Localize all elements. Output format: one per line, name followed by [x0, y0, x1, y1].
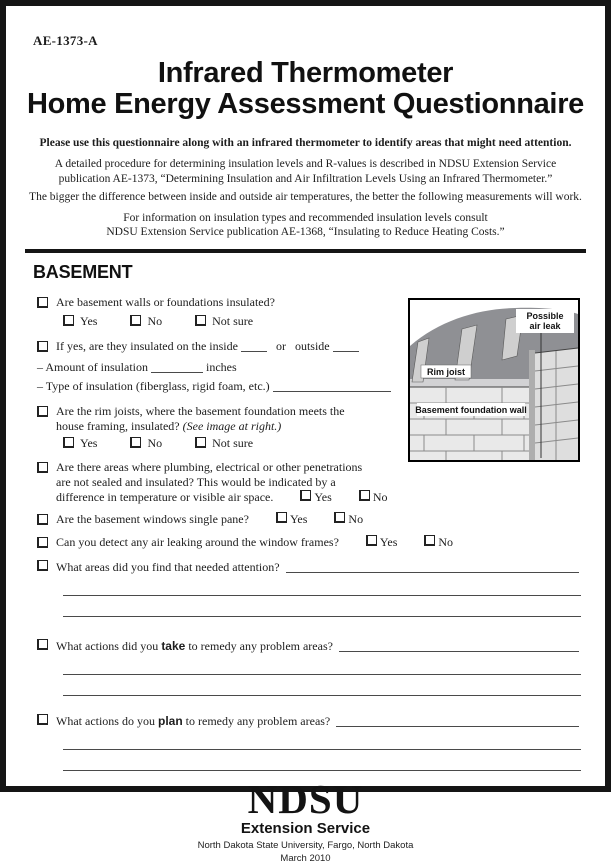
checkbox-icon[interactable] [130, 437, 141, 448]
write-in-line[interactable] [63, 575, 581, 596]
option-no-label: No [438, 534, 454, 549]
question-text [56, 637, 581, 654]
intro-paragraph-1 [6, 157, 605, 186]
option-yes-label: Yes [379, 534, 398, 549]
actions-planned-bold: plan [157, 713, 183, 728]
option-no [334, 512, 363, 526]
areas-text: What areas did you find that needed attention? [56, 559, 280, 574]
intro-p3-line2: NDSU Extension Service publication AE-1368, “Insulating to Reduce Heating Costs.” [106, 226, 505, 239]
penetrations-line-3 [56, 490, 581, 505]
type-label: – Type of insulation (fiberglass, rigid foam, etc.) [37, 378, 270, 393]
write-in-line[interactable] [63, 596, 581, 617]
write-in-line[interactable] [63, 750, 581, 771]
actions-taken-text [56, 639, 333, 654]
question-text [56, 512, 581, 529]
option-yes [63, 436, 97, 450]
inside-label: If yes, are they insulated on the inside [56, 338, 238, 353]
penetrations-line-2: are not sealed and insulated? This would be indicated by a [56, 474, 336, 489]
question-actions-planned [37, 712, 581, 729]
actions-planned-text [56, 714, 330, 729]
checkbox-icon[interactable] [37, 560, 48, 571]
checkbox-icon[interactable] [37, 639, 48, 650]
option-no [130, 314, 162, 328]
checkbox-icon[interactable] [37, 406, 48, 417]
question-penetrations [37, 460, 581, 505]
document-id: AE-1373-A [33, 33, 98, 48]
option-yes-label: Yes [80, 313, 98, 328]
penetrations-line-1: Are there areas where plumbing, electrical or other penetrations [56, 459, 363, 474]
question-text [56, 558, 581, 575]
foundation-wall-label: Basement foundation wall [415, 405, 527, 415]
option-yes-label: Yes [80, 435, 98, 450]
actions-planned-pre: What actions do you [56, 713, 155, 728]
option-yes [300, 490, 331, 504]
checkbox-icon[interactable] [424, 535, 435, 546]
question-text [56, 712, 581, 729]
intro-p1-line1: A detailed procedure for determining insulation levels and R-values is described in NDSU Extension Service [54, 158, 557, 171]
option-no-label: No [147, 435, 163, 450]
checkbox-icon[interactable] [359, 490, 370, 501]
page-title [6, 58, 605, 119]
checkbox-icon[interactable] [37, 297, 48, 308]
rim-line-2-text: house framing, insulated? [56, 418, 180, 433]
option-yes [63, 314, 97, 328]
checkbox-icon[interactable] [63, 315, 74, 326]
option-no [424, 535, 453, 549]
title-line-1: Infrared Thermometer [157, 57, 454, 89]
write-in-line[interactable] [63, 729, 581, 750]
write-in-blank-inside[interactable] [241, 340, 267, 352]
checkbox-icon[interactable] [37, 462, 48, 473]
question-text [56, 535, 581, 552]
write-in-line[interactable] [339, 651, 579, 652]
option-not-sure-label: Not sure [212, 435, 254, 450]
or-word: or [275, 338, 286, 353]
question-single-pane [37, 512, 581, 529]
section-heading-basement: BASEMENT [33, 261, 133, 282]
checkbox-icon[interactable] [366, 535, 377, 546]
option-no-label: No [147, 313, 163, 328]
checkbox-icon[interactable] [300, 490, 311, 501]
option-not-sure [195, 436, 253, 450]
see-image-note: (See image at right.) [182, 418, 282, 433]
footer [6, 775, 605, 864]
ndsu-logo: NDSU [247, 775, 364, 822]
publication-date: March 2010 [280, 853, 331, 864]
university-line: North Dakota State University, Fargo, North Dakota [197, 839, 414, 851]
amount-label: – Amount of insulation [37, 359, 148, 374]
air-leak-text: Can you detect any air leaking around the window frames? [56, 534, 339, 549]
option-yes [366, 535, 397, 549]
rim-line-1: Are the rim joists, where the basement foundation meets the [56, 403, 345, 418]
checkbox-icon[interactable] [195, 437, 206, 448]
question-areas-attention [37, 558, 581, 575]
write-in-line[interactable] [63, 654, 581, 675]
write-in-line[interactable] [63, 675, 581, 696]
write-in-line[interactable] [286, 572, 579, 573]
intro-p1-line2: publication AE-1373, “Determining Insulation and Air Infiltration Levels Using an Infrared Thermometer.” [58, 172, 553, 185]
option-no-label: No [348, 511, 364, 526]
write-in-blank-outside[interactable] [333, 340, 359, 352]
checkbox-icon[interactable] [37, 514, 48, 525]
rim-joist-illustration [410, 300, 578, 460]
amount-unit: inches [206, 359, 237, 374]
outside-label: outside [294, 338, 330, 353]
rim-joist-label: Rim joist [426, 367, 466, 377]
actions-taken-post: to remedy any problem areas? [188, 638, 333, 653]
intro-paragraph-2: The bigger the difference between inside and outside air temperatures, the better the following measurements will work. [29, 191, 582, 204]
option-no [359, 490, 388, 504]
single-pane-text: Are the basement windows single pane? [56, 511, 249, 526]
extension-service-label: Extension Service [240, 819, 371, 837]
question-text [56, 460, 581, 505]
checkbox-icon[interactable] [37, 714, 48, 725]
write-in-blank-amount[interactable] [151, 361, 203, 373]
write-in-blank-type[interactable] [273, 380, 391, 392]
title-line-2: Home Energy Assessment Questionnaire [26, 87, 585, 120]
penetrations-line-3-text: difference in temperature or visible air space. [56, 489, 274, 504]
checkbox-icon[interactable] [130, 315, 141, 326]
checkbox-icon[interactable] [276, 512, 287, 523]
rim-joist-diagram [408, 298, 580, 462]
option-no [130, 436, 162, 450]
checkbox-icon[interactable] [334, 512, 345, 523]
lead-instruction: Please use this questionnaire along with an infrared thermometer to identify areas that might need attention. [39, 137, 572, 150]
actions-taken-pre: What actions did you [56, 638, 159, 653]
option-yes-label: Yes [314, 489, 332, 504]
air-leak-label-line2: air leak [529, 321, 561, 331]
option-yes [276, 512, 307, 526]
question-window-air-leak [37, 535, 581, 552]
option-not-sure [195, 314, 253, 328]
option-yes-label: Yes [289, 511, 308, 526]
intro-paragraph-3 [6, 211, 605, 240]
option-not-sure-label: Not sure [212, 313, 254, 328]
actions-planned-post: to remedy any problem areas? [185, 713, 331, 728]
question-text: Are basement walls or foundations insulated? [56, 294, 275, 309]
checkbox-icon[interactable] [37, 537, 48, 548]
section-divider [25, 249, 586, 253]
intro-p3-line1: For information on insulation types and recommended insulation levels consult [123, 211, 488, 224]
checkbox-icon[interactable] [195, 315, 206, 326]
checkbox-icon[interactable] [63, 437, 74, 448]
checkbox-icon[interactable] [37, 341, 48, 352]
actions-taken-bold: take [161, 638, 186, 653]
air-leak-label-line1: Possible [526, 311, 564, 321]
option-no-label: No [372, 489, 388, 504]
write-in-line[interactable] [336, 726, 579, 727]
question-actions-taken [37, 637, 581, 654]
